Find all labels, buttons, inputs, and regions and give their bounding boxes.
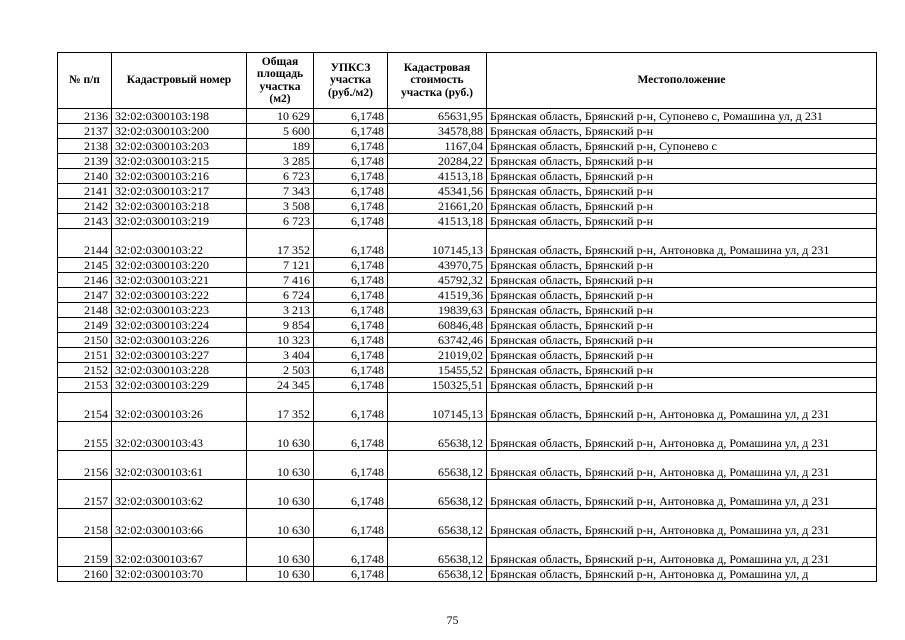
table-row [58,509,877,538]
table-row [58,258,877,273]
row-number: 2148 [58,303,112,318]
cadastral-number: 32:02:0300103:215 [112,154,247,169]
location: Брянская область, Брянский р-н, Супонево с [487,139,877,154]
header-num: № п/п [58,53,112,109]
area-value: 3 508 [247,199,314,214]
cadastral-number: 32:02:0300103:216 [112,169,247,184]
cadastral-cost: 65638,12 [388,480,487,509]
cadastral-number: 32:02:0300103:200 [112,124,247,139]
cadastral-number: 32:02:0300103:223 [112,303,247,318]
row-number: 2144 [58,229,112,258]
area-value: 10 630 [247,480,314,509]
table-row [58,363,877,378]
upksz-value: 6,1748 [314,318,388,333]
cadastral-number: 32:02:0300103:22 [112,229,247,258]
location: Брянская область, Брянский р-н [487,333,877,348]
upksz-value: 6,1748 [314,538,388,567]
cadastral-cost: 107145,13 [388,229,487,258]
upksz-value: 6,1748 [314,124,388,139]
cadastral-cost: 21661,20 [388,199,487,214]
row-number: 2137 [58,124,112,139]
table-row [58,303,877,318]
area-value: 10 630 [247,509,314,538]
table-row [58,109,877,124]
location: Брянская область, Брянский р-н, Антоновка д, Ромашина ул, д 231 [487,393,877,422]
row-number: 2147 [58,288,112,303]
table-row [58,393,877,422]
cadastral-cost: 21019,02 [388,348,487,363]
location: Брянская область, Брянский р-н, Антоновка д, Ромашина ул, д 231 [487,480,877,509]
upksz-value: 6,1748 [314,273,388,288]
area-value: 10 629 [247,109,314,124]
cadastral-number: 32:02:0300103:70 [112,567,247,582]
location: Брянская область, Брянский р-н, Антоновка д, Ромашина ул, д 231 [487,422,877,451]
row-number: 2160 [58,567,112,582]
table-row [58,567,877,582]
row-number: 2146 [58,273,112,288]
area-value: 17 352 [247,393,314,422]
area-value: 7 121 [247,258,314,273]
header-upksz: УПКСЗ участка (руб./м2) [314,53,388,109]
upksz-value: 6,1748 [314,139,388,154]
location: Брянская область, Брянский р-н [487,378,877,393]
location: Брянская область, Брянский р-н, Антоновка д, Ромашина ул, д [487,567,877,582]
row-number: 2152 [58,363,112,378]
cadastral-cost: 15455,52 [388,363,487,378]
table-row [58,184,877,199]
location: Брянская область, Брянский р-н [487,363,877,378]
area-value: 2 503 [247,363,314,378]
row-number: 2150 [58,333,112,348]
upksz-value: 6,1748 [314,184,388,199]
upksz-value: 6,1748 [314,303,388,318]
cadastral-number: 32:02:0300103:221 [112,273,247,288]
cadastral-cost: 19839,63 [388,303,487,318]
row-number: 2158 [58,509,112,538]
location: Брянская область, Брянский р-н [487,273,877,288]
upksz-value: 6,1748 [314,169,388,184]
upksz-value: 6,1748 [314,422,388,451]
table-row [58,199,877,214]
table-row [58,451,877,480]
cadastral-cost: 43970,75 [388,258,487,273]
cadastral-cost: 20284,22 [388,154,487,169]
upksz-value: 6,1748 [314,393,388,422]
cadastral-table [57,52,877,582]
row-number: 2142 [58,199,112,214]
table-row [58,422,877,451]
table-row [58,273,877,288]
cadastral-number: 32:02:0300103:222 [112,288,247,303]
table-row [58,288,877,303]
cadastral-cost: 63742,46 [388,333,487,348]
cadastral-number: 32:02:0300103:220 [112,258,247,273]
table-header-row [58,53,877,109]
cadastral-cost: 65638,12 [388,567,487,582]
table-row [58,348,877,363]
upksz-value: 6,1748 [314,480,388,509]
area-value: 10 630 [247,451,314,480]
cadastral-cost: 1167,04 [388,139,487,154]
location: Брянская область, Брянский р-н, Антоновка д, Ромашина ул, д 231 [487,229,877,258]
area-value: 3 213 [247,303,314,318]
row-number: 2136 [58,109,112,124]
upksz-value: 6,1748 [314,333,388,348]
row-number: 2154 [58,393,112,422]
row-number: 2151 [58,348,112,363]
table-row [58,154,877,169]
upksz-value: 6,1748 [314,348,388,363]
location: Брянская область, Брянский р-н [487,154,877,169]
row-number: 2141 [58,184,112,199]
upksz-value: 6,1748 [314,258,388,273]
cadastral-cost: 41513,18 [388,169,487,184]
cadastral-number: 32:02:0300103:226 [112,333,247,348]
upksz-value: 6,1748 [314,567,388,582]
cadastral-cost: 45792,32 [388,273,487,288]
header-cadastral-number: Кадастровый номер [112,53,247,109]
table-row [58,214,877,229]
cadastral-cost: 41519,36 [388,288,487,303]
area-value: 10 630 [247,422,314,451]
row-number: 2145 [58,258,112,273]
row-number: 2149 [58,318,112,333]
upksz-value: 6,1748 [314,229,388,258]
cadastral-number: 32:02:0300103:43 [112,422,247,451]
location: Брянская область, Брянский р-н [487,303,877,318]
location: Брянская область, Брянский р-н, Антоновка д, Ромашина ул, д 231 [487,451,877,480]
area-value: 10 323 [247,333,314,348]
table-row [58,333,877,348]
upksz-value: 6,1748 [314,199,388,214]
upksz-value: 6,1748 [314,451,388,480]
cadastral-number: 32:02:0300103:198 [112,109,247,124]
row-number: 2139 [58,154,112,169]
table-row [58,139,877,154]
table-row [58,169,877,184]
upksz-value: 6,1748 [314,509,388,538]
location: Брянская область, Брянский р-н [487,288,877,303]
row-number: 2159 [58,538,112,567]
header-cadastral-cost: Кадастровая стоимость участка (руб.) [388,53,487,109]
cadastral-cost: 65638,12 [388,509,487,538]
area-value: 17 352 [247,229,314,258]
area-value: 10 630 [247,567,314,582]
cadastral-number: 32:02:0300103:224 [112,318,247,333]
row-number: 2155 [58,422,112,451]
row-number: 2140 [58,169,112,184]
cadastral-number: 32:02:0300103:66 [112,509,247,538]
cadastral-cost: 41513,18 [388,214,487,229]
table-row [58,124,877,139]
location: Брянская область, Брянский р-н [487,124,877,139]
upksz-value: 6,1748 [314,363,388,378]
row-number: 2138 [58,139,112,154]
cadastral-cost: 60846,48 [388,318,487,333]
location: Брянская область, Брянский р-н [487,348,877,363]
upksz-value: 6,1748 [314,378,388,393]
table-row [58,480,877,509]
cadastral-number: 32:02:0300103:61 [112,451,247,480]
table-row [58,229,877,258]
row-number: 2157 [58,480,112,509]
area-value: 5 600 [247,124,314,139]
area-value: 3 285 [247,154,314,169]
location: Брянская область, Брянский р-н [487,258,877,273]
upksz-value: 6,1748 [314,214,388,229]
area-value: 24 345 [247,378,314,393]
cadastral-cost: 65638,12 [388,422,487,451]
cadastral-number: 32:02:0300103:228 [112,363,247,378]
upksz-value: 6,1748 [314,109,388,124]
cadastral-number: 32:02:0300103:203 [112,139,247,154]
cadastral-number: 32:02:0300103:219 [112,214,247,229]
cadastral-cost: 107145,13 [388,393,487,422]
location: Брянская область, Брянский р-н [487,184,877,199]
cadastral-number: 32:02:0300103:26 [112,393,247,422]
cadastral-number: 32:02:0300103:62 [112,480,247,509]
area-value: 7 416 [247,273,314,288]
table-row [58,538,877,567]
cadastral-cost: 65631,95 [388,109,487,124]
upksz-value: 6,1748 [314,288,388,303]
area-value: 9 854 [247,318,314,333]
area-value: 10 630 [247,538,314,567]
cadastral-cost: 65638,12 [388,451,487,480]
row-number: 2153 [58,378,112,393]
table-row [58,318,877,333]
row-number: 2143 [58,214,112,229]
cadastral-cost: 150325,51 [388,378,487,393]
location: Брянская область, Брянский р-н [487,199,877,214]
location: Брянская область, Брянский р-н, Антоновка д, Ромашина ул, д 231 [487,538,877,567]
cadastral-cost: 34578,88 [388,124,487,139]
location: Брянская область, Брянский р-н [487,214,877,229]
page-number: 75 [446,613,459,627]
location: Брянская область, Брянский р-н, Антоновка д, Ромашина ул, д 231 [487,509,877,538]
row-number: 2156 [58,451,112,480]
header-location: Местоположение [487,53,877,109]
header-area: Общая площадь участка (м2) [247,53,314,109]
area-value: 6 723 [247,169,314,184]
table-row [58,378,877,393]
area-value: 6 723 [247,214,314,229]
cadastral-number: 32:02:0300103:227 [112,348,247,363]
location: Брянская область, Брянский р-н [487,169,877,184]
area-value: 7 343 [247,184,314,199]
cadastral-number: 32:02:0300103:218 [112,199,247,214]
location: Брянская область, Брянский р-н [487,318,877,333]
cadastral-cost: 65638,12 [388,538,487,567]
table-body [58,109,877,582]
area-value: 6 724 [247,288,314,303]
cadastral-number: 32:02:0300103:217 [112,184,247,199]
area-value: 3 404 [247,348,314,363]
upksz-value: 6,1748 [314,154,388,169]
area-value: 189 [247,139,314,154]
location: Брянская область, Брянский р-н, Супонево с, Ромашина ул, д 231 [487,109,877,124]
cadastral-cost: 45341,56 [388,184,487,199]
cadastral-number: 32:02:0300103:67 [112,538,247,567]
cadastral-number: 32:02:0300103:229 [112,378,247,393]
